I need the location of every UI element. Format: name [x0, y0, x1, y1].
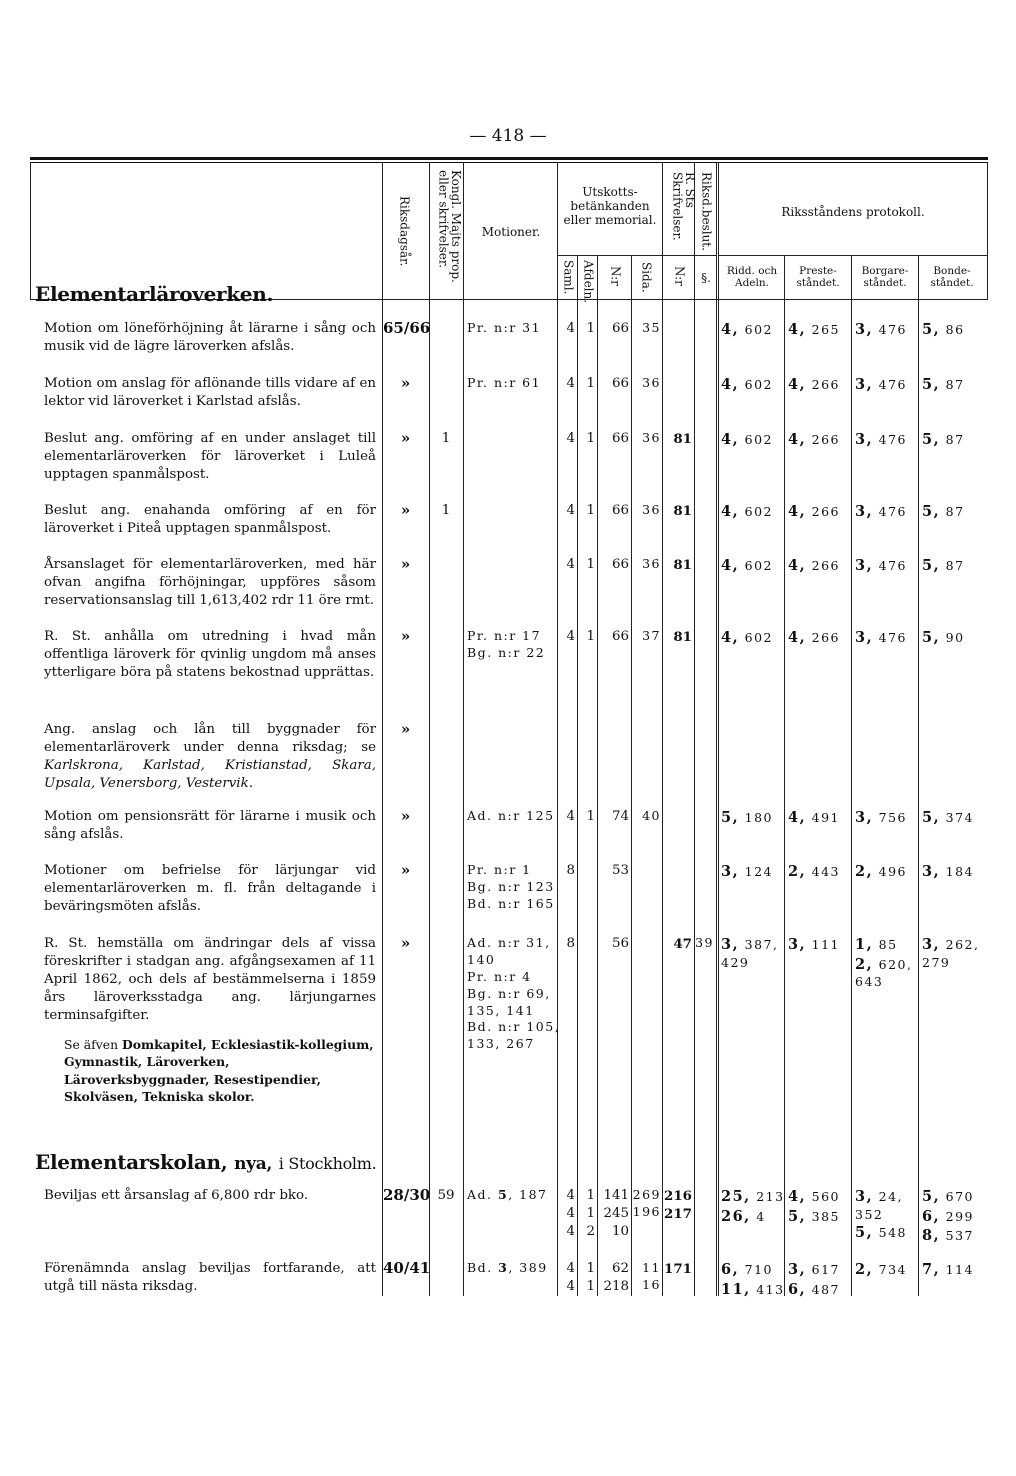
cell-bonde: 5, 87 — [922, 503, 965, 520]
cell-motion: Pr. n:r 1 Bg. n:r 123 Bd. n:r 165 — [467, 862, 555, 911]
cell-afd: 1 — [586, 321, 595, 336]
cell-sida: 36 — [642, 375, 661, 390]
cell-rsts: 81 — [673, 431, 692, 447]
cell-afd: 1 — [586, 376, 595, 391]
cell-motion: Ad. 5, 187 — [467, 1187, 548, 1202]
cell-borg: 1, 85 2, 620, 643 — [855, 936, 913, 990]
header-riksdbeslut: Riksd.beslut. — [699, 172, 714, 251]
cell-nr: 141 245 10 — [603, 1188, 629, 1240]
grid-vline — [718, 163, 719, 1296]
section-title-rest: nya, — [234, 1154, 273, 1174]
cell-saml: 4 — [566, 431, 575, 446]
cell-saml: 4 — [566, 503, 575, 518]
cell-borg: 3, 476 — [855, 321, 907, 338]
section-title-tail: i Stockholm. — [278, 1154, 377, 1173]
top-rule-thin — [30, 162, 988, 163]
cell-year: 65/66 — [383, 319, 431, 337]
see-also-refs: Domkapitel, Ecklesiastik-kollegium, Gymnastik, Läroverken, Läroverksbyggnader, Resestipendier, Skolväsen, Tekniska skolor. — [64, 1037, 374, 1105]
cell-ridd: 4, 602 — [721, 376, 773, 393]
cell-preste: 3, 617 6, 487 — [788, 1261, 840, 1298]
cell-nr: 66 — [611, 431, 629, 446]
cell-saml: 4 4 — [566, 1261, 575, 1295]
cell-year: » — [400, 807, 411, 825]
cell-ridd: 3, 387, 429 — [721, 936, 779, 970]
cell-sida: 37 — [642, 628, 661, 643]
cell-bonde: 5, 87 — [922, 431, 965, 448]
header-utskotts: Utskotts- betänkanden eller memorial. — [563, 185, 657, 227]
cell-nr: 66 — [611, 376, 629, 391]
grid-vline — [597, 255, 598, 1296]
cell-saml: 4 — [566, 809, 575, 824]
cell-afd: 1 — [586, 431, 595, 446]
cell-bonde: 3, 262, 279 — [922, 936, 980, 970]
cell-bonde: 5, 87 — [922, 376, 965, 393]
grid-vline — [662, 163, 663, 1296]
cell-ridd: 3, 124 — [721, 863, 773, 880]
cell-motion: Pr. n:r 61 — [467, 375, 542, 390]
cell-rsts: 216 217 — [664, 1188, 692, 1223]
cell-preste: 4, 265 — [788, 321, 840, 338]
cell-prop: 1 — [441, 431, 451, 446]
row-description-text: Beviljas ett årsanslag af 6,800 rdr bko. — [44, 1188, 309, 1203]
cell-ridd: 4, 602 — [721, 503, 773, 520]
cell-rsts: 81 — [673, 557, 692, 573]
cell-year: 28/30 — [383, 1186, 431, 1204]
cell-borg: 3, 476 — [855, 431, 907, 448]
grid-vline — [631, 255, 632, 1296]
cell-sida: 269 196 — [632, 1187, 661, 1219]
cell-year: » — [400, 861, 411, 879]
row-description — [44, 1260, 376, 1296]
top-rule — [30, 157, 988, 160]
cell-bonde: 5, 374 — [922, 809, 974, 826]
cell-motion: Ad. n:r 31, 140 Pr. n:r 4 Bg. n:r 69, 135, 141 Bd. n:r 105, 133, 267 — [467, 935, 561, 1052]
row-description — [44, 375, 376, 411]
cell-nr: 53 — [611, 863, 629, 878]
row-description — [44, 320, 376, 356]
cell-rsts: 81 — [673, 503, 692, 519]
cell-year: » — [400, 627, 411, 645]
grid-vline — [716, 163, 717, 1296]
grid-vline — [784, 255, 785, 1296]
cell-motion: Bd. 3, 389 — [467, 1260, 548, 1275]
cell-saml: 4 4 4 — [566, 1188, 575, 1240]
cell-saml: 8 — [566, 863, 575, 878]
cell-para: 39 — [695, 935, 714, 950]
grid-vline — [918, 255, 919, 1296]
page-number: — 418 — — [469, 126, 547, 146]
row-description — [44, 628, 376, 682]
row-description-text: Förenämnda anslag beviljas fortfarande, att utgå till nästa riksdag. — [44, 1261, 376, 1295]
row-description — [44, 556, 376, 610]
cell-year: » — [400, 934, 411, 952]
cell-preste: 4, 266 — [788, 629, 840, 646]
cell-preste: 4, 266 — [788, 503, 840, 520]
row-description — [44, 808, 376, 844]
row-description-text: R. St. anhålla om utredning i hvad mån offentliga läroverk för qvinlig ungdom må anses ytterligare böra på statens bekostnad upprättas. — [44, 629, 376, 681]
cell-preste: 4, 560 5, 385 — [788, 1188, 840, 1225]
cell-bonde: 7, 114 — [922, 1261, 974, 1278]
cell-nr: 74 — [611, 809, 629, 824]
header-nr: N:r — [608, 266, 623, 286]
header-afdeln: Afdeln. — [581, 260, 596, 304]
cell-motion: Ad. n:r 125 — [467, 808, 555, 823]
cell-bonde: 5, 90 — [922, 629, 965, 646]
row-description-text: Beslut ang. omföring af en under anslaget till elementarläroverken för läroverket i Luleå upptagen spanmålspost. — [44, 431, 376, 483]
row-description-text: R. St. hemställa om ändringar dels af vissa föreskrifter i stadgan ang. afgångsexamen af 11 April 1862, och dels af bestämmelserna i 1859 års läroverksstadga ang. lärjungarnes terminsafgifter. — [44, 936, 376, 1024]
cell-afd: 1 1 2 — [586, 1188, 595, 1240]
cell-ridd: 4, 602 — [721, 629, 773, 646]
row-description-text: Ang. anslag och lån till byggnader för elementarläroverk under denna riksdag; se — [44, 722, 376, 756]
row-description-text: Motion om anslag för aflönande tills vidare af en lektor vid läroverket i Karlstad afslås. — [44, 376, 376, 410]
cell-nr: 66 — [611, 629, 629, 644]
cell-nr: 66 — [611, 503, 629, 518]
cell-borg: 2, 496 — [855, 863, 907, 880]
cell-ridd: 4, 602 — [721, 557, 773, 574]
header-motioner: Motioner. — [481, 225, 541, 239]
cell-preste: 4, 266 — [788, 376, 840, 393]
cell-preste: 2, 443 — [788, 863, 840, 880]
cell-sida: 11 16 — [642, 1260, 661, 1292]
grid-vline — [463, 163, 464, 1296]
cell-prop: 59 — [437, 1188, 455, 1203]
cell-nr: 66 — [611, 321, 629, 336]
cell-motion: Pr. n:r 31 — [467, 320, 542, 335]
cell-year: 40/41 — [383, 1259, 431, 1277]
cell-saml: 4 — [566, 321, 575, 336]
header-riksdagsar: Riksdagsår. — [397, 196, 412, 267]
cell-year: » — [400, 555, 411, 573]
row-description — [44, 502, 376, 538]
cell-preste: 4, 491 — [788, 809, 840, 826]
cell-rsts: 171 — [664, 1261, 692, 1277]
cell-afd: 1 — [586, 503, 595, 518]
grid-vline — [577, 255, 578, 1296]
cell-borg: 3, 476 — [855, 503, 907, 520]
row-description — [44, 862, 376, 916]
see-also-prefix: Se äfven — [64, 1037, 119, 1052]
cell-sida: 40 — [642, 808, 661, 823]
header-para: §. — [701, 271, 711, 285]
cell-prop: 1 — [441, 503, 451, 518]
grid-hline — [718, 255, 987, 256]
cell-rsts: 47 — [673, 936, 692, 952]
header-bonde: Bonde- ståndet. — [930, 265, 974, 290]
cell-preste: 4, 266 — [788, 431, 840, 448]
cell-sida: 36 — [642, 502, 661, 517]
cell-borg: 3, 476 — [855, 557, 907, 574]
cell-borg: 3, 756 — [855, 809, 907, 826]
cell-bonde: 5, 86 — [922, 321, 965, 338]
header-saml: Saml. — [561, 260, 576, 295]
cell-saml: 8 — [566, 936, 575, 951]
cell-saml: 4 — [566, 629, 575, 644]
header-borgare: Borgare- ståndet. — [861, 265, 909, 290]
cell-year: » — [400, 429, 411, 447]
cell-year: » — [400, 720, 411, 738]
cell-ridd: 4, 602 — [721, 321, 773, 338]
cell-nr: 56 — [611, 936, 629, 951]
cell-bonde: 5, 670 6, 299 8, 537 — [922, 1188, 974, 1245]
row-description-text: Motioner om befrielse för lärjungar vid elementarläroverken m. fl. från deltagande i beväringsmöten afslås. — [44, 863, 376, 915]
row-description-text: Årsanslaget för elementarläroverken, med här ofvan angifna förhöjningar, uppföres såsom reservationsanslag till 1,613,402 rdr 11 öre rmt. — [44, 557, 376, 609]
cell-saml: 4 — [566, 376, 575, 391]
row-description — [44, 1187, 376, 1205]
cell-year: » — [400, 501, 411, 519]
cell-nr: 62 218 — [603, 1261, 629, 1295]
cell-sida: 36 — [642, 556, 661, 571]
grid-vline — [987, 163, 988, 300]
cell-rsts: 81 — [673, 629, 692, 645]
cell-motion: Pr. n:r 17 Bg. n:r 22 — [467, 628, 546, 660]
header-ridd: Ridd. och Adeln. — [726, 265, 778, 290]
cell-bonde: 5, 87 — [922, 557, 965, 574]
cell-afd: 1 — [586, 809, 595, 824]
header-sida: Sida. — [639, 262, 654, 293]
cell-saml: 4 — [566, 557, 575, 572]
cell-ridd: 25, 213 26, 4 — [721, 1188, 785, 1225]
cell-borg: 2, 734 — [855, 1261, 907, 1278]
cell-borg: 3, 476 — [855, 376, 907, 393]
header-kongl: Kongl. Majts prop. eller skrifvelser. — [436, 170, 463, 283]
cell-year: » — [400, 374, 411, 392]
grid-vline — [694, 163, 695, 1296]
cell-nr: 66 — [611, 557, 629, 572]
grid-hline — [557, 255, 662, 256]
cell-sida: 35 — [642, 320, 661, 335]
header-nr2: N:r — [672, 266, 687, 286]
section-title-elementarskolan — [35, 1150, 376, 1174]
see-also-note — [64, 1036, 376, 1105]
cell-ridd: 6, 710 11, 413 — [721, 1261, 785, 1298]
cell-afd: 1 — [586, 557, 595, 572]
header-protokoll: Riksståndens protokoll. — [781, 205, 925, 219]
cell-ridd: 4, 602 — [721, 431, 773, 448]
row-description-text: Beslut ang. enahanda omföring af en för läroverket i Piteå upptagen spanmålspost. — [44, 503, 376, 537]
section-title-elementarlaroverken: Elementarläroverken. — [35, 282, 274, 306]
cell-preste: 4, 266 — [788, 557, 840, 574]
row-description-text: Motion om pensionsrätt för lärarne i musik och sång afslås. — [44, 809, 376, 843]
section-title-main: Elementarskolan, — [35, 1150, 228, 1174]
row-description — [44, 721, 376, 793]
cell-afd: 1 — [586, 629, 595, 644]
cell-borg: 3, 24, 352 5, 548 — [855, 1188, 907, 1242]
cell-afd: 1 1 — [586, 1261, 595, 1295]
row-description — [44, 430, 376, 484]
cell-preste: 3, 111 — [788, 936, 840, 953]
row-description-text: Motion om löneförhöjning åt lärarne i sång och musik vid de lägre läroverken afslås. — [44, 321, 376, 355]
cell-sida: 36 — [642, 430, 661, 445]
cell-ridd: 5, 180 — [721, 809, 773, 826]
row-description — [44, 935, 376, 1025]
header-rsts: R. Sts Skrifvelser. — [670, 172, 697, 241]
cell-borg: 3, 476 — [855, 629, 907, 646]
grid-vline — [30, 163, 31, 300]
cell-bonde: 3, 184 — [922, 863, 974, 880]
grid-vline — [851, 255, 852, 1296]
row-description-italic: Karlskrona, Karlstad, Kristianstad, Skara, Upsala, Venersborg, Vestervik. — [44, 758, 376, 792]
header-preste: Preste- ståndet. — [796, 265, 840, 290]
